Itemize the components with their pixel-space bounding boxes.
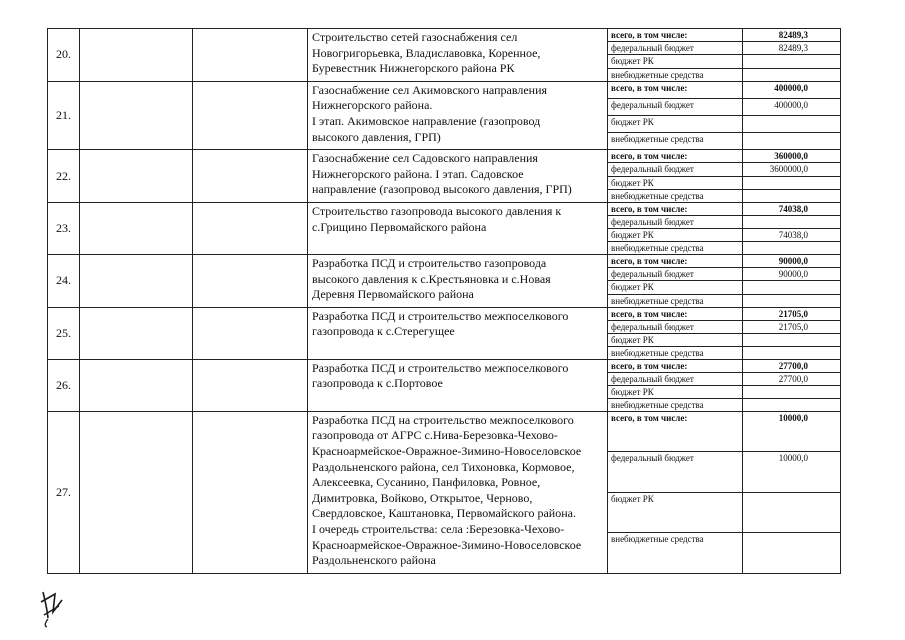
description-line: Нижнегорского района. I этап. Садовское <box>312 166 524 181</box>
project-description <box>308 307 608 359</box>
funding-source-federal: федеральный бюджет <box>608 163 743 176</box>
row-number: 21. <box>48 81 80 149</box>
empty-cell <box>193 411 308 573</box>
description-line: I очередь строительства: села :Березовка-Чехово- <box>312 521 565 536</box>
description-line: Разработка ПСД и строительство межпоселкового <box>312 308 569 323</box>
amount-republic <box>743 333 841 346</box>
project-description <box>308 29 608 82</box>
row-number: 27. <box>48 411 80 573</box>
empty-cell <box>80 29 193 82</box>
funding-source-federal: федеральный бюджет <box>608 372 743 385</box>
funding-source-extra: внебюджетные средства <box>608 346 743 359</box>
project-description <box>308 254 608 307</box>
project-description <box>308 359 608 411</box>
description-line: Строительство газопровода высокого давления к <box>312 203 562 218</box>
funding-source-republic: бюджет РК <box>608 115 743 132</box>
description-line: Красноармейское-Овражное-Зимино-Новоселовское <box>312 443 582 458</box>
funding-source-extra: внебюджетные средства <box>608 398 743 411</box>
table-row <box>48 81 841 98</box>
amount-federal: 21705,0 <box>743 320 841 333</box>
amount-republic <box>743 115 841 132</box>
description-line: Строительство сетей газоснабжения сел <box>312 30 518 44</box>
funding-source-extra: внебюджетные средства <box>608 133 743 150</box>
funding-source-republic: бюджет РК <box>608 55 743 68</box>
amount-extra <box>743 294 841 307</box>
table-row <box>48 29 841 42</box>
amount-total: 400000,0 <box>743 81 841 98</box>
amount-republic <box>743 385 841 398</box>
empty-cell <box>80 359 193 411</box>
amount-total: 90000,0 <box>743 254 841 267</box>
amount-extra <box>743 241 841 254</box>
amount-republic <box>743 281 841 294</box>
funding-source-total: всего, в том числе: <box>608 411 743 452</box>
funding-source-republic: бюджет РК <box>608 281 743 294</box>
program-table <box>47 28 841 574</box>
funding-source-total: всего, в том числе: <box>608 254 743 267</box>
row-number: 20. <box>48 29 80 82</box>
funding-source-total: всего, в том числе: <box>608 202 743 215</box>
project-description <box>308 81 608 149</box>
description-line: высокого давления к с.Крестьяновка и с.Новая <box>312 271 551 286</box>
description-line: Димитровка, Войково, Открытое, Черново, <box>312 490 533 505</box>
empty-cell <box>80 307 193 359</box>
table-row <box>48 411 841 452</box>
empty-cell <box>193 81 308 149</box>
amount-federal <box>743 215 841 228</box>
amount-total: 74038,0 <box>743 202 841 215</box>
amount-republic <box>743 55 841 68</box>
description-line: Алексеевка, Сусанино, Панфиловка, Ровное, <box>312 475 541 490</box>
description-line: I этап. Акимовское направление (газопровод <box>312 113 541 128</box>
empty-cell <box>193 202 308 254</box>
empty-cell <box>193 29 308 82</box>
empty-cell <box>80 150 193 203</box>
description-line: Раздольненского района <box>312 553 436 568</box>
amount-extra <box>743 189 841 202</box>
description-line: газопровода к с.Стерегущее <box>312 324 455 339</box>
funding-source-republic: бюджет РК <box>608 228 743 241</box>
handwritten-page-mark <box>35 588 71 628</box>
funding-source-federal: федеральный бюджет <box>608 452 743 493</box>
table-row <box>48 359 841 372</box>
description-line: с.Грищино Первомайского района <box>312 219 487 234</box>
funding-source-extra: внебюджетные средства <box>608 533 743 574</box>
amount-total: 360000,0 <box>743 150 841 163</box>
amount-total: 82489,3 <box>743 29 841 42</box>
funding-source-federal: федеральный бюджет <box>608 320 743 333</box>
description-line: направление (газопровод высокого давления, ГРП) <box>312 182 572 197</box>
funding-source-total: всего, в том числе: <box>608 307 743 320</box>
funding-source-extra: внебюджетные средства <box>608 68 743 81</box>
amount-extra <box>743 68 841 81</box>
amount-republic <box>743 176 841 189</box>
project-description <box>308 202 608 254</box>
row-number: 22. <box>48 150 80 203</box>
description-line: Раздольненского района, сел Тихоновка, Кормовое, <box>312 459 575 474</box>
amount-republic <box>743 492 841 533</box>
funding-source-total: всего, в том числе: <box>608 29 743 42</box>
description-line: Разработка ПСД и строительство межпоселкового <box>312 360 569 375</box>
amount-federal: 3600000,0 <box>743 163 841 176</box>
empty-cell <box>80 81 193 149</box>
description-line: Красноармейское-Овражное-Зимино-Новоселовское <box>312 537 582 552</box>
funding-source-republic: бюджет РК <box>608 176 743 189</box>
amount-republic: 74038,0 <box>743 228 841 241</box>
funding-source-federal: федеральный бюджет <box>608 42 743 55</box>
description-line: газопровода к с.Портовое <box>312 376 443 391</box>
empty-cell <box>193 307 308 359</box>
funding-source-republic: бюджет РК <box>608 385 743 398</box>
funding-source-extra: внебюджетные средства <box>608 294 743 307</box>
description-line: Газоснабжение сел Садовского направления <box>312 151 538 166</box>
description-line: Буревестник Нижнегорского района РК <box>312 61 515 76</box>
project-description <box>308 411 608 573</box>
table-row <box>48 254 841 267</box>
amount-total: 27700,0 <box>743 359 841 372</box>
empty-cell <box>193 254 308 307</box>
amount-total: 10000,0 <box>743 411 841 452</box>
amount-total: 21705,0 <box>743 307 841 320</box>
row-number: 24. <box>48 254 80 307</box>
description-line: Новогригорьевка, Владиславовка, Коренное, <box>312 45 541 60</box>
amount-extra <box>743 398 841 411</box>
program-table-body <box>48 29 841 574</box>
table-row <box>48 150 841 163</box>
description-line: Свердловское, Каштановка, Первомайского района. <box>312 506 576 521</box>
funding-source-extra: внебюджетные средства <box>608 189 743 202</box>
description-line: Нижнегорского района. <box>312 98 433 113</box>
description-line: высокого давления, ГРП) <box>312 129 441 144</box>
amount-extra <box>743 346 841 359</box>
amount-federal: 90000,0 <box>743 268 841 281</box>
funding-source-total: всего, в том числе: <box>608 359 743 372</box>
funding-source-extra: внебюджетные средства <box>608 241 743 254</box>
description-line: Разработка ПСД и строительство газопровода <box>312 255 547 270</box>
empty-cell <box>80 411 193 573</box>
description-line: Деревня Первомайского района <box>312 287 474 302</box>
funding-source-republic: бюджет РК <box>608 333 743 346</box>
funding-source-federal: федеральный бюджет <box>608 268 743 281</box>
empty-cell <box>193 150 308 203</box>
description-line: газопровода от АГРС с.Нива-Березовка-Чехово- <box>312 428 558 443</box>
description-line: Разработка ПСД на строительство межпоселкового <box>312 412 574 427</box>
amount-federal: 82489,3 <box>743 42 841 55</box>
table-row <box>48 307 841 320</box>
amount-extra <box>743 133 841 150</box>
funding-source-republic: бюджет РК <box>608 492 743 533</box>
table-row <box>48 202 841 215</box>
amount-federal: 10000,0 <box>743 452 841 493</box>
empty-cell <box>80 254 193 307</box>
funding-source-total: всего, в том числе: <box>608 150 743 163</box>
funding-source-total: всего, в том числе: <box>608 81 743 98</box>
amount-federal: 400000,0 <box>743 98 841 115</box>
empty-cell <box>193 359 308 411</box>
amount-federal: 27700,0 <box>743 372 841 385</box>
funding-source-federal: федеральный бюджет <box>608 98 743 115</box>
row-number: 23. <box>48 202 80 254</box>
row-number: 25. <box>48 307 80 359</box>
description-line: Газоснабжение сел Акимовского направления <box>312 82 548 97</box>
project-description <box>308 150 608 203</box>
funding-source-federal: федеральный бюджет <box>608 215 743 228</box>
row-number: 26. <box>48 359 80 411</box>
empty-cell <box>80 202 193 254</box>
amount-extra <box>743 533 841 574</box>
